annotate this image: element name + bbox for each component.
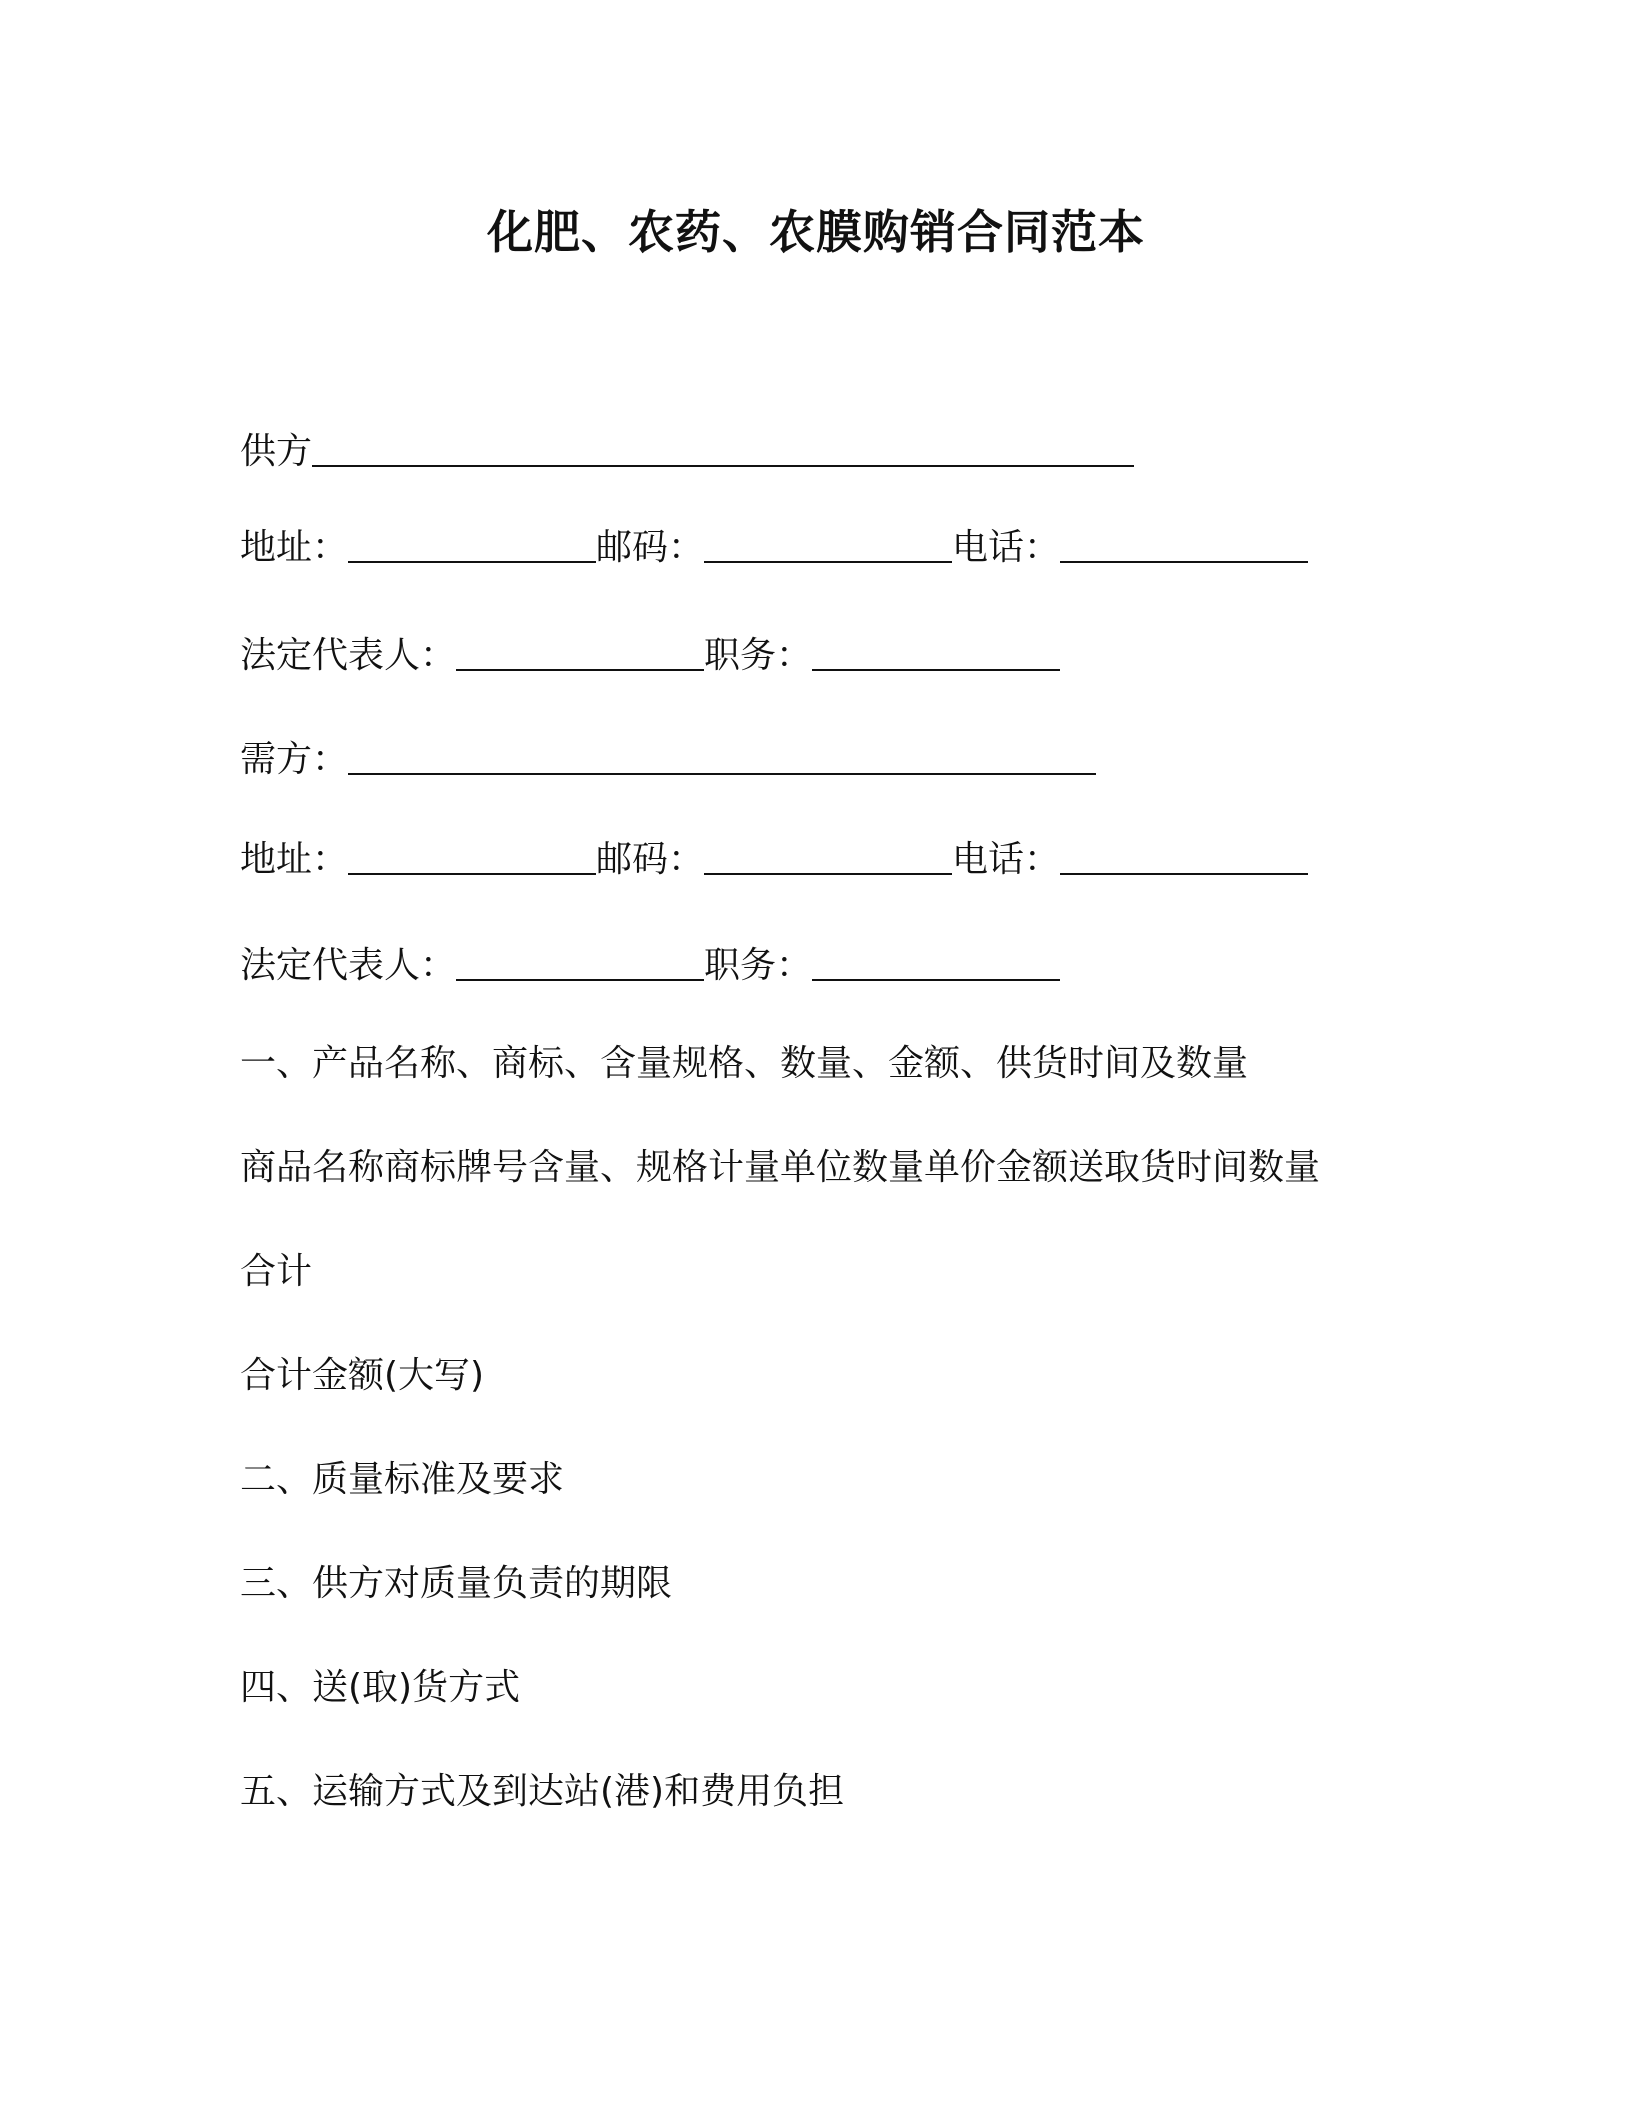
total-amount-label: 合计金额(大写) <box>240 1355 485 1396</box>
section-3-heading: 三、供方对质量负责的期限 <box>240 1563 673 1604</box>
buyer-position-blank[interactable] <box>812 979 1060 981</box>
buyer-address-blank[interactable] <box>348 873 596 875</box>
supplier-address-label: 地址： <box>240 527 349 568</box>
supplier-legal-rep-label: 法定代表人： <box>240 635 457 676</box>
buyer-rep-line <box>240 942 1060 990</box>
section-5-heading: 五、运输方式及到达站(港)和费用负担 <box>240 1771 845 1812</box>
supplier-name-blank[interactable] <box>312 465 1134 467</box>
buyer-phone-label: 电话： <box>952 839 1061 880</box>
supplier-contact-line <box>240 524 1308 572</box>
supplier-position-blank[interactable] <box>812 669 1060 671</box>
supplier-address-blank[interactable] <box>348 561 596 563</box>
supplier-label: 供方 <box>240 431 313 472</box>
supplier-postcode-label: 邮码： <box>596 527 705 568</box>
buyer-postcode-label: 邮码： <box>596 839 705 880</box>
supplier-phone-blank[interactable] <box>1060 561 1308 563</box>
section-1-heading: 一、产品名称、商标、含量规格、数量、金额、供货时间及数量 <box>240 1043 1249 1084</box>
supplier-legal-rep-blank[interactable] <box>456 669 704 671</box>
buyer-name-blank[interactable] <box>348 773 1096 775</box>
section-2-heading: 二、质量标准及要求 <box>240 1459 565 1500</box>
buyer-postcode-blank[interactable] <box>704 873 952 875</box>
section-4-heading: 四、送(取)货方式 <box>240 1667 521 1708</box>
buyer-phone-blank[interactable] <box>1060 873 1308 875</box>
supplier-position-label: 职务： <box>704 635 813 676</box>
buyer-address-label: 地址： <box>240 839 349 880</box>
supplier-rep-line <box>240 632 1060 680</box>
total-label: 合计 <box>240 1251 313 1292</box>
supplier-postcode-blank[interactable] <box>704 561 952 563</box>
supplier-line <box>240 428 1134 476</box>
buyer-legal-rep-blank[interactable] <box>456 979 704 981</box>
document-title: 化肥、农药、农膜购销合同范本 <box>487 205 1145 259</box>
buyer-position-label: 职务： <box>704 945 813 986</box>
buyer-legal-rep-label: 法定代表人： <box>240 945 457 986</box>
product-table-header: 商品名称商标牌号含量、规格计量单位数量单价金额送取货时间数量 <box>240 1147 1321 1188</box>
buyer-line <box>240 736 1096 784</box>
supplier-phone-label: 电话： <box>952 527 1061 568</box>
buyer-label: 需方： <box>240 739 349 780</box>
buyer-contact-line <box>240 836 1308 884</box>
